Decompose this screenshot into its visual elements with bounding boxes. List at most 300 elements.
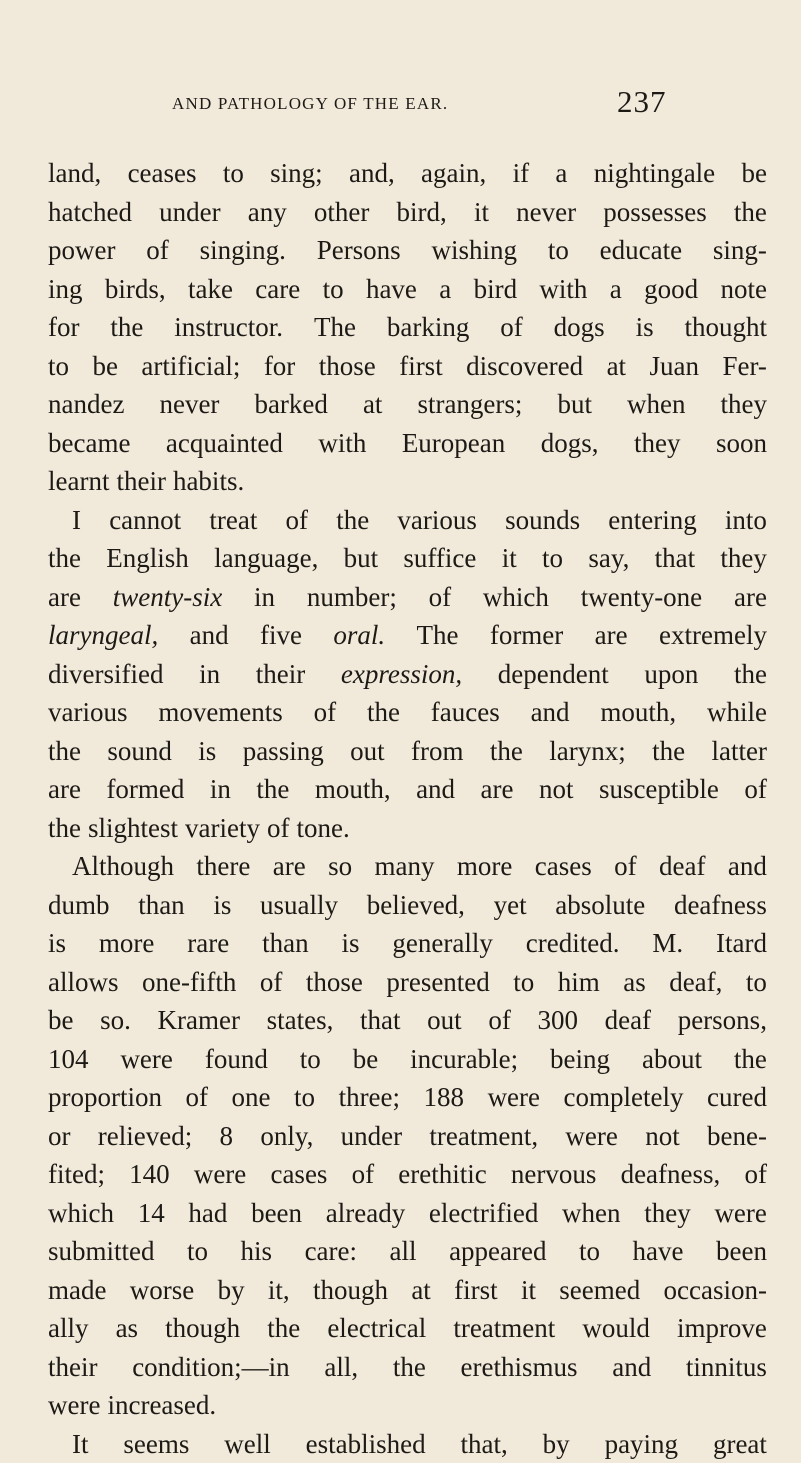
word: care bbox=[255, 270, 300, 309]
word: 8 bbox=[220, 1117, 234, 1156]
word: that bbox=[360, 1001, 401, 1040]
word: cases bbox=[535, 847, 592, 886]
word: are bbox=[48, 770, 81, 809]
word: only, bbox=[260, 1117, 313, 1156]
word: diversified bbox=[48, 655, 163, 694]
word: the bbox=[110, 308, 143, 347]
word: birds, bbox=[105, 270, 166, 309]
word: is bbox=[48, 924, 66, 963]
word: bird bbox=[474, 270, 518, 309]
text-line bbox=[48, 1155, 767, 1194]
word: bird, bbox=[397, 193, 447, 232]
word: strangers; bbox=[417, 385, 522, 424]
word: well bbox=[224, 1425, 271, 1463]
word: ing bbox=[48, 270, 83, 309]
word: relieved; bbox=[98, 1117, 192, 1156]
word: seemed bbox=[559, 1271, 640, 1310]
word: of bbox=[186, 1078, 209, 1117]
word: the bbox=[48, 539, 81, 578]
word: power bbox=[48, 231, 115, 270]
word: the bbox=[652, 732, 685, 771]
word: under bbox=[159, 193, 220, 232]
running-head: AND PATHOLOGY OF THE EAR. bbox=[172, 94, 448, 114]
word: while bbox=[707, 693, 767, 732]
word: being bbox=[550, 1040, 610, 1079]
word: deafness, bbox=[621, 1155, 721, 1194]
word: sounds bbox=[505, 501, 580, 540]
text-line bbox=[48, 1194, 767, 1233]
word: be bbox=[741, 154, 766, 193]
word: passing bbox=[243, 732, 324, 771]
word: good bbox=[644, 270, 698, 309]
word: of bbox=[429, 578, 452, 617]
word: absolute bbox=[555, 886, 645, 925]
word: been bbox=[251, 1194, 302, 1233]
word: found bbox=[205, 1040, 268, 1079]
word: made bbox=[48, 1271, 106, 1310]
word: of bbox=[744, 1155, 767, 1194]
word: usually bbox=[260, 886, 338, 925]
word: of bbox=[488, 1001, 511, 1040]
word: and bbox=[190, 616, 229, 655]
word: various bbox=[48, 693, 127, 732]
text-line bbox=[48, 539, 767, 578]
word: submitted bbox=[48, 1232, 155, 1271]
text-line bbox=[48, 963, 767, 1002]
word: as bbox=[116, 1309, 139, 1348]
word: at bbox=[607, 347, 627, 386]
word: dogs, bbox=[541, 424, 599, 463]
text-line bbox=[48, 924, 767, 963]
word: 104 bbox=[48, 1040, 89, 1079]
word: to bbox=[48, 347, 69, 386]
text-line bbox=[48, 770, 767, 809]
word: were bbox=[48, 1386, 100, 1425]
word: say, bbox=[588, 539, 629, 578]
word: discovered bbox=[466, 347, 583, 386]
word: English bbox=[106, 539, 189, 578]
text-line bbox=[48, 462, 767, 501]
word: first bbox=[454, 1271, 498, 1310]
word: hatched bbox=[48, 193, 132, 232]
word: it, bbox=[268, 1271, 290, 1310]
word: and bbox=[728, 847, 767, 886]
text-line bbox=[48, 809, 767, 848]
word: bene- bbox=[707, 1117, 767, 1156]
word: dogs bbox=[554, 308, 605, 347]
text-line bbox=[48, 1309, 767, 1348]
word: the bbox=[734, 1040, 767, 1079]
word: treatment, bbox=[429, 1117, 538, 1156]
word: be bbox=[48, 1001, 73, 1040]
text-line bbox=[48, 1386, 767, 1425]
word: all, bbox=[324, 1348, 358, 1387]
word: incurable; bbox=[410, 1040, 518, 1079]
word: nightingale bbox=[594, 154, 715, 193]
word: be bbox=[92, 347, 117, 386]
word: from bbox=[411, 732, 463, 771]
word: nandez bbox=[48, 385, 124, 424]
word: deafness bbox=[674, 886, 767, 925]
word: of bbox=[352, 1155, 375, 1194]
word: which bbox=[483, 578, 549, 617]
word: allows bbox=[48, 963, 119, 1002]
word: latter bbox=[712, 732, 767, 771]
text-line bbox=[48, 308, 767, 347]
word: suffice bbox=[403, 539, 476, 578]
word: have bbox=[633, 1232, 684, 1271]
word: of bbox=[314, 693, 337, 732]
word: deaf, bbox=[669, 963, 722, 1002]
word: slightest bbox=[88, 809, 178, 848]
word: had bbox=[188, 1194, 227, 1233]
word: seems bbox=[123, 1425, 189, 1463]
word: fauces bbox=[431, 693, 500, 732]
word: cases bbox=[270, 1155, 327, 1194]
word: of bbox=[260, 963, 283, 1002]
word: were bbox=[714, 1194, 766, 1233]
word: and bbox=[531, 693, 570, 732]
word: the bbox=[490, 732, 523, 771]
word: yet bbox=[494, 886, 527, 925]
word: to bbox=[513, 963, 534, 1002]
word: of bbox=[744, 770, 767, 809]
word: deaf bbox=[659, 847, 705, 886]
text-line bbox=[48, 1117, 767, 1156]
text-line bbox=[48, 347, 767, 386]
word: Fer- bbox=[722, 347, 766, 386]
word: when bbox=[627, 385, 685, 424]
word: other bbox=[314, 193, 369, 232]
word: to bbox=[579, 1232, 600, 1271]
word: occasion- bbox=[664, 1271, 767, 1310]
word: The bbox=[416, 616, 458, 655]
text-line bbox=[48, 270, 767, 309]
word: Persons bbox=[317, 231, 401, 270]
word: treat bbox=[209, 501, 257, 540]
word: though bbox=[165, 1309, 240, 1348]
word: as bbox=[623, 963, 646, 1002]
word: dependent bbox=[498, 655, 609, 694]
text-line bbox=[48, 847, 767, 886]
word: which bbox=[48, 1194, 114, 1233]
word: great bbox=[713, 1425, 767, 1463]
word: of bbox=[286, 501, 309, 540]
word: to bbox=[294, 1078, 315, 1117]
word: habits. bbox=[173, 462, 244, 501]
word: 140 bbox=[129, 1155, 170, 1194]
word: never bbox=[159, 385, 219, 424]
word: Itard bbox=[716, 924, 767, 963]
word: in bbox=[210, 770, 231, 809]
word: proportion bbox=[48, 1078, 162, 1117]
word: is bbox=[342, 924, 360, 963]
word: it bbox=[502, 539, 517, 578]
word: to bbox=[548, 231, 569, 270]
word: states, bbox=[267, 1001, 334, 1040]
page-header bbox=[0, 88, 801, 128]
word: the bbox=[734, 655, 767, 694]
text-line bbox=[48, 1232, 767, 1271]
word: but bbox=[557, 385, 592, 424]
text-line bbox=[48, 1425, 767, 1463]
word: possesses bbox=[603, 193, 707, 232]
word: appeared bbox=[449, 1232, 546, 1271]
word: and bbox=[612, 1348, 651, 1387]
word: with bbox=[539, 270, 587, 309]
word: about bbox=[642, 1040, 702, 1079]
word: any bbox=[248, 193, 287, 232]
word: paying bbox=[605, 1425, 679, 1463]
word: out bbox=[427, 1001, 462, 1040]
word: under bbox=[341, 1117, 402, 1156]
word: oral. bbox=[333, 616, 385, 655]
word: became bbox=[48, 424, 130, 463]
word: sing; bbox=[270, 154, 323, 193]
word: acquainted bbox=[166, 424, 283, 463]
word: improve bbox=[677, 1309, 767, 1348]
word: the bbox=[48, 732, 81, 771]
word: would bbox=[582, 1309, 650, 1348]
word: mouth, bbox=[600, 693, 676, 732]
word: when bbox=[562, 1194, 620, 1233]
word: 14 bbox=[138, 1194, 165, 1233]
word: nervous bbox=[511, 1155, 596, 1194]
word: singing. bbox=[200, 231, 286, 270]
word: ally bbox=[48, 1309, 89, 1348]
word: extremely bbox=[659, 616, 767, 655]
text-line bbox=[48, 231, 767, 270]
word: have bbox=[366, 270, 417, 309]
word: variety bbox=[185, 809, 260, 848]
word: formed bbox=[106, 770, 184, 809]
text-line bbox=[48, 424, 767, 463]
word: more bbox=[99, 924, 154, 963]
text-line bbox=[48, 616, 767, 655]
word: their bbox=[48, 1348, 97, 1387]
text-line bbox=[48, 501, 767, 540]
word: and bbox=[416, 770, 455, 809]
text-line bbox=[48, 1348, 767, 1387]
text-line bbox=[48, 385, 767, 424]
word: tone. bbox=[296, 809, 349, 848]
word: that bbox=[655, 539, 696, 578]
word: twenty-one bbox=[581, 578, 702, 617]
word: the bbox=[48, 809, 81, 848]
word: the bbox=[267, 1309, 300, 1348]
word: I bbox=[72, 501, 81, 540]
word: the bbox=[367, 693, 400, 732]
word: more bbox=[457, 847, 512, 886]
word: is bbox=[213, 886, 231, 925]
word: into bbox=[725, 501, 767, 540]
word: to bbox=[542, 539, 563, 578]
word: soon bbox=[716, 424, 767, 463]
text-line bbox=[48, 693, 767, 732]
word: are bbox=[481, 770, 514, 809]
word: to bbox=[300, 1040, 321, 1079]
word: instructor. bbox=[174, 308, 283, 347]
word: with bbox=[318, 424, 366, 463]
text-line bbox=[48, 1271, 767, 1310]
word: one bbox=[232, 1078, 271, 1117]
word: fited; bbox=[48, 1155, 105, 1194]
word: they bbox=[720, 385, 767, 424]
word: believed, bbox=[367, 886, 465, 925]
word: ceases bbox=[128, 154, 197, 193]
word: are bbox=[734, 578, 767, 617]
word: entering bbox=[608, 501, 696, 540]
word: movements bbox=[158, 693, 282, 732]
word: of bbox=[267, 809, 290, 848]
word: by bbox=[543, 1425, 570, 1463]
text-line bbox=[48, 655, 767, 694]
word: number; bbox=[307, 578, 397, 617]
word: their bbox=[256, 655, 305, 694]
word: in bbox=[254, 578, 275, 617]
word: erethitic bbox=[398, 1155, 486, 1194]
word: to bbox=[187, 1232, 208, 1271]
word: electrical bbox=[327, 1309, 426, 1348]
word: of bbox=[500, 308, 523, 347]
word: credited. bbox=[526, 924, 620, 963]
word: increased. bbox=[107, 1386, 216, 1425]
word: The bbox=[314, 308, 356, 347]
text-line bbox=[48, 193, 767, 232]
word: their bbox=[116, 462, 165, 501]
word: to bbox=[323, 270, 344, 309]
word: various bbox=[397, 501, 476, 540]
word: wishing bbox=[432, 231, 518, 270]
word: 188 bbox=[424, 1078, 465, 1117]
text-line bbox=[48, 1078, 767, 1117]
word: they bbox=[644, 1194, 691, 1233]
word: Juan bbox=[650, 347, 700, 386]
word: mouth, bbox=[315, 770, 391, 809]
word: twenty-six bbox=[113, 578, 222, 617]
word: cured bbox=[707, 1078, 767, 1117]
word: for bbox=[48, 308, 79, 347]
word: were bbox=[565, 1117, 617, 1156]
word: dumb bbox=[48, 886, 110, 925]
word: three; bbox=[339, 1078, 400, 1117]
word: of bbox=[614, 847, 637, 886]
word: are bbox=[273, 847, 306, 886]
word: a bbox=[439, 270, 451, 309]
word: is bbox=[636, 308, 654, 347]
word: to bbox=[746, 963, 767, 1002]
page-number: 237 bbox=[617, 84, 667, 120]
word: a bbox=[610, 270, 622, 309]
word: first bbox=[399, 347, 443, 386]
word: cannot bbox=[109, 501, 181, 540]
word: were bbox=[194, 1155, 246, 1194]
word: Although bbox=[72, 847, 174, 886]
word: tinnitus bbox=[686, 1348, 767, 1387]
word: five bbox=[260, 616, 302, 655]
word: Kramer bbox=[158, 1001, 240, 1040]
word: there bbox=[196, 847, 250, 886]
word: out bbox=[350, 732, 385, 771]
word: a bbox=[555, 154, 567, 193]
word: erethismus bbox=[461, 1348, 578, 1387]
word: by bbox=[218, 1271, 245, 1310]
word: if bbox=[513, 154, 530, 193]
word: at bbox=[363, 385, 383, 424]
word: rare bbox=[187, 924, 229, 963]
word: at bbox=[411, 1271, 431, 1310]
word: the bbox=[393, 1348, 426, 1387]
word: they bbox=[634, 424, 681, 463]
word: are bbox=[595, 616, 628, 655]
word: generally bbox=[392, 924, 492, 963]
word: note bbox=[720, 270, 767, 309]
word: laryngeal, bbox=[48, 616, 158, 655]
text-line bbox=[48, 1040, 767, 1079]
word: barked bbox=[254, 385, 327, 424]
word: educate bbox=[600, 231, 682, 270]
word: the bbox=[256, 770, 289, 809]
word: upon bbox=[644, 655, 698, 694]
word: again, bbox=[421, 154, 486, 193]
word: his bbox=[241, 1232, 273, 1271]
word: but bbox=[344, 539, 379, 578]
word: so bbox=[328, 847, 352, 886]
word: thought bbox=[684, 308, 767, 347]
word: worse bbox=[130, 1271, 194, 1310]
word: the bbox=[734, 193, 767, 232]
word: so. bbox=[100, 1001, 131, 1040]
word: or bbox=[48, 1117, 71, 1156]
word: and, bbox=[349, 154, 395, 193]
word: one-fifth bbox=[142, 963, 236, 1002]
word: electrified bbox=[429, 1194, 538, 1233]
word: sing- bbox=[713, 231, 767, 270]
word: persons, bbox=[678, 1001, 767, 1040]
text-line bbox=[48, 732, 767, 771]
word: condition;—in bbox=[132, 1348, 290, 1387]
word: not bbox=[539, 770, 574, 809]
word: European bbox=[402, 424, 505, 463]
word: many bbox=[375, 847, 435, 886]
word: than bbox=[262, 924, 309, 963]
word: though bbox=[313, 1271, 388, 1310]
word: all bbox=[390, 1232, 417, 1271]
word: him bbox=[558, 963, 600, 1002]
word: It bbox=[72, 1425, 89, 1463]
word: to bbox=[223, 154, 244, 193]
word: land, bbox=[48, 154, 101, 193]
word: 300 bbox=[537, 1001, 578, 1040]
word: it bbox=[474, 193, 489, 232]
word: susceptible bbox=[599, 770, 719, 809]
text-line bbox=[48, 578, 767, 617]
word: be bbox=[353, 1040, 378, 1079]
word: deaf bbox=[605, 1001, 651, 1040]
word: of bbox=[146, 231, 169, 270]
word: are bbox=[48, 578, 81, 617]
word: is bbox=[198, 732, 216, 771]
word: sound bbox=[107, 732, 172, 771]
word: completely bbox=[564, 1078, 684, 1117]
word: expression, bbox=[341, 655, 462, 694]
word: former bbox=[490, 616, 563, 655]
text-line bbox=[48, 154, 767, 193]
word: were bbox=[488, 1078, 540, 1117]
body-text bbox=[48, 154, 767, 1463]
text-line bbox=[48, 1001, 767, 1040]
text-line bbox=[48, 886, 767, 925]
